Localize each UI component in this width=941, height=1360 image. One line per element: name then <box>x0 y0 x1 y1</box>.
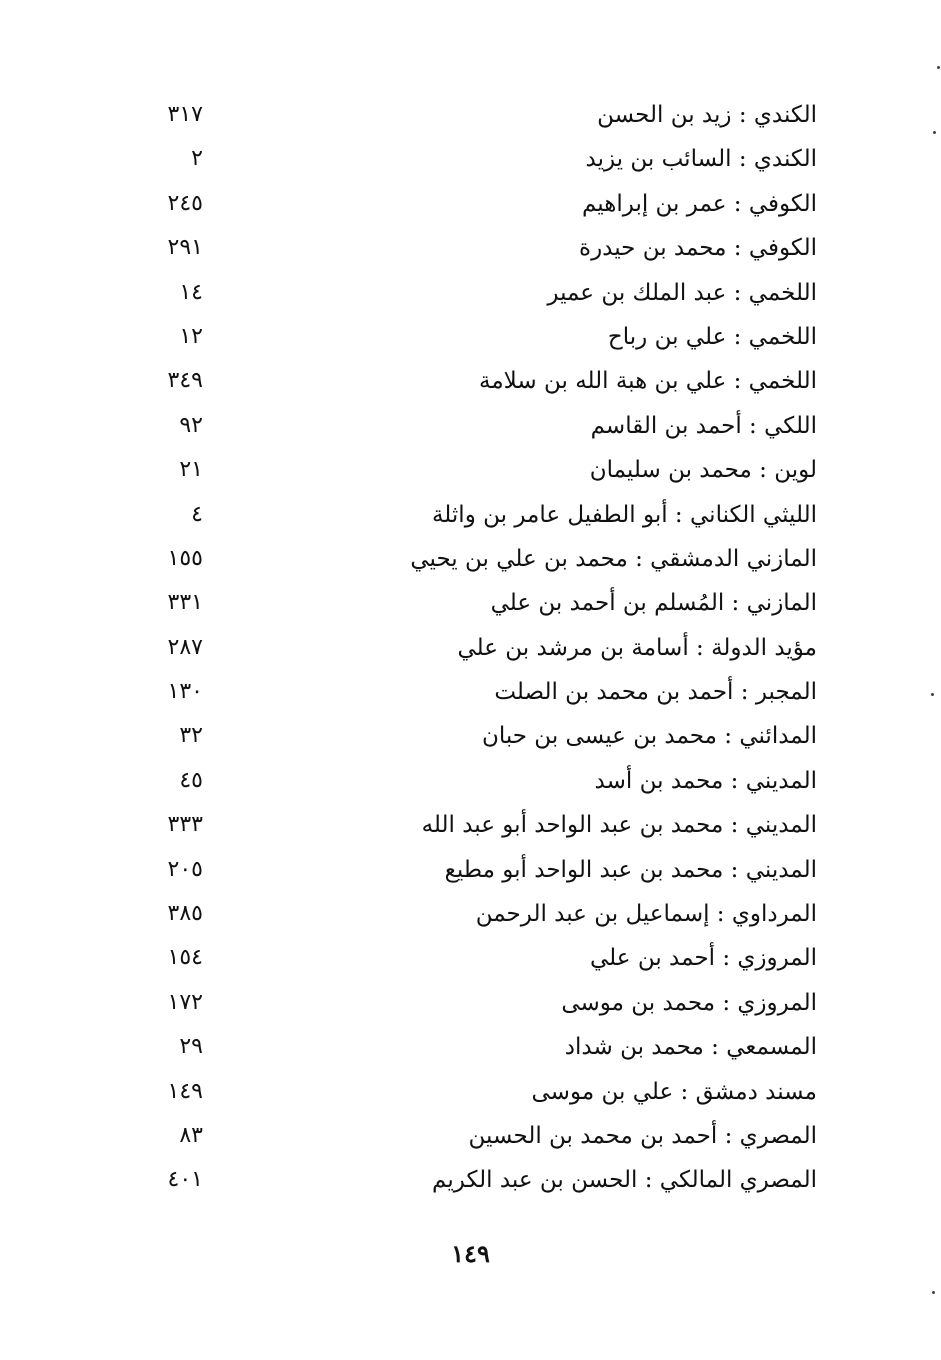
entry-name: المازني : المُسلم بن أحمد بن علي <box>490 590 817 617</box>
entry-page-number: ٤٥ <box>179 767 203 793</box>
entry-page-number: ١٣٠ <box>167 679 203 705</box>
entry-name: مؤيد الدولة : أسامة بن مرشد بن علي <box>457 634 817 661</box>
entry-name: الليثي الكناني : أبو الطفيل عامر بن واثلة <box>431 501 817 528</box>
entry-page-number: ٢٩١ <box>167 235 203 261</box>
index-entry <box>0 226 941 270</box>
index-entry <box>0 626 941 670</box>
index-entry <box>0 848 941 892</box>
entry-page-number: ٣٢ <box>179 723 203 749</box>
index-entry <box>0 493 941 537</box>
index-entry <box>0 182 941 226</box>
index-entry <box>0 93 941 137</box>
entry-page-number: ١٥٥ <box>167 545 203 571</box>
index-entry <box>0 1114 941 1158</box>
index-entry <box>0 670 941 714</box>
entry-name: الكوفي : عمر بن إبراهيم <box>581 190 817 217</box>
index-list <box>0 93 941 1203</box>
entry-page-number: ٨٣ <box>179 1122 203 1148</box>
entry-page-number: ٣٣٣ <box>167 812 203 838</box>
index-entry <box>0 271 941 315</box>
entry-name: اللخمي : عبد الملك بن عمير <box>547 279 817 306</box>
entry-name: المديني : محمد بن عبد الواحد أبو مطيع <box>444 856 817 883</box>
index-entry <box>0 448 941 492</box>
entry-page-number: ١٧٢ <box>167 989 203 1015</box>
entry-page-number: ٩٢ <box>179 412 203 438</box>
entry-name: المروزي : محمد بن موسى <box>561 989 817 1016</box>
index-entry <box>0 537 941 581</box>
entry-name: الكندي : زيد بن الحسن <box>597 102 817 128</box>
page-number: ١٤٩ <box>451 1239 490 1268</box>
entry-name: المسمعي : محمد بن شداد <box>564 1034 817 1061</box>
scan-speck <box>933 131 936 134</box>
entry-page-number: ٤ <box>191 501 203 527</box>
index-entry <box>0 759 941 803</box>
index-entry <box>0 714 941 758</box>
entry-name: المديني : محمد بن أسد <box>594 767 817 794</box>
entry-name: المصري : أحمد بن محمد بن الحسين <box>468 1122 817 1149</box>
entry-name: الكوفي : محمد بن حيدرة <box>579 235 817 262</box>
index-entry <box>0 936 941 980</box>
index-entry <box>0 1025 941 1069</box>
entry-page-number: ١٢ <box>179 323 203 349</box>
entry-page-number: ٢٨٧ <box>167 634 203 660</box>
entry-page-number: ٣٣١ <box>167 590 203 616</box>
index-entry <box>0 315 941 359</box>
entry-page-number: ٢١ <box>179 457 203 483</box>
entry-page-number: ٤٠١ <box>167 1167 203 1193</box>
index-entry <box>0 137 941 181</box>
entry-page-number: ٣١٧ <box>167 102 203 127</box>
scan-speck <box>931 693 934 696</box>
entry-page-number: ٢٤٥ <box>167 190 203 216</box>
index-entry <box>0 1070 941 1114</box>
index-entry <box>0 404 941 448</box>
entry-page-number: ٣٨٥ <box>167 901 203 927</box>
index-entry <box>0 359 941 403</box>
entry-name: اللخمي : علي بن هبة الله بن سلامة <box>479 368 817 395</box>
scan-speck <box>932 1291 935 1294</box>
entry-page-number: ٢ <box>191 146 203 172</box>
entry-name: اللكي : أحمد بن القاسم <box>590 412 817 439</box>
entry-page-number: ١٤٩ <box>167 1078 203 1104</box>
index-entry <box>0 803 941 847</box>
index-entry <box>0 581 941 625</box>
entry-name: المجبر : أحمد بن محمد بن الصلت <box>494 679 817 706</box>
entry-name: مسند دمشق : علي بن موسى <box>531 1078 817 1105</box>
entry-page-number: ٢٩ <box>179 1034 203 1060</box>
entry-name: المصري المالكي : الحسن بن عبد الكريم <box>432 1167 817 1194</box>
entry-page-number: ١٤ <box>179 279 203 305</box>
entry-name: المديني : محمد بن عبد الواحد أبو عبد الله <box>421 812 817 839</box>
entry-page-number: ١٥٤ <box>167 945 203 971</box>
entry-page-number: ٣٤٩ <box>167 368 203 394</box>
scan-speck <box>937 66 940 69</box>
entry-name: المروزي : أحمد بن علي <box>590 945 817 972</box>
entry-page-number: ٢٠٥ <box>167 856 203 882</box>
index-entry <box>0 1158 941 1202</box>
entry-name: الكندي : السائب بن يزيد <box>585 146 817 173</box>
entry-name: المازني الدمشقي : محمد بن علي بن يحيي <box>410 545 817 572</box>
index-entry <box>0 892 941 936</box>
entry-name: لوين : محمد بن سليمان <box>589 457 817 484</box>
entry-name: المدائني : محمد بن عيسى بن حبان <box>481 723 817 750</box>
entry-name: اللخمي : علي بن رباح <box>607 323 817 350</box>
index-entry <box>0 981 941 1025</box>
entry-name: المرداوي : إسماعيل بن عبد الرحمن <box>475 901 817 928</box>
